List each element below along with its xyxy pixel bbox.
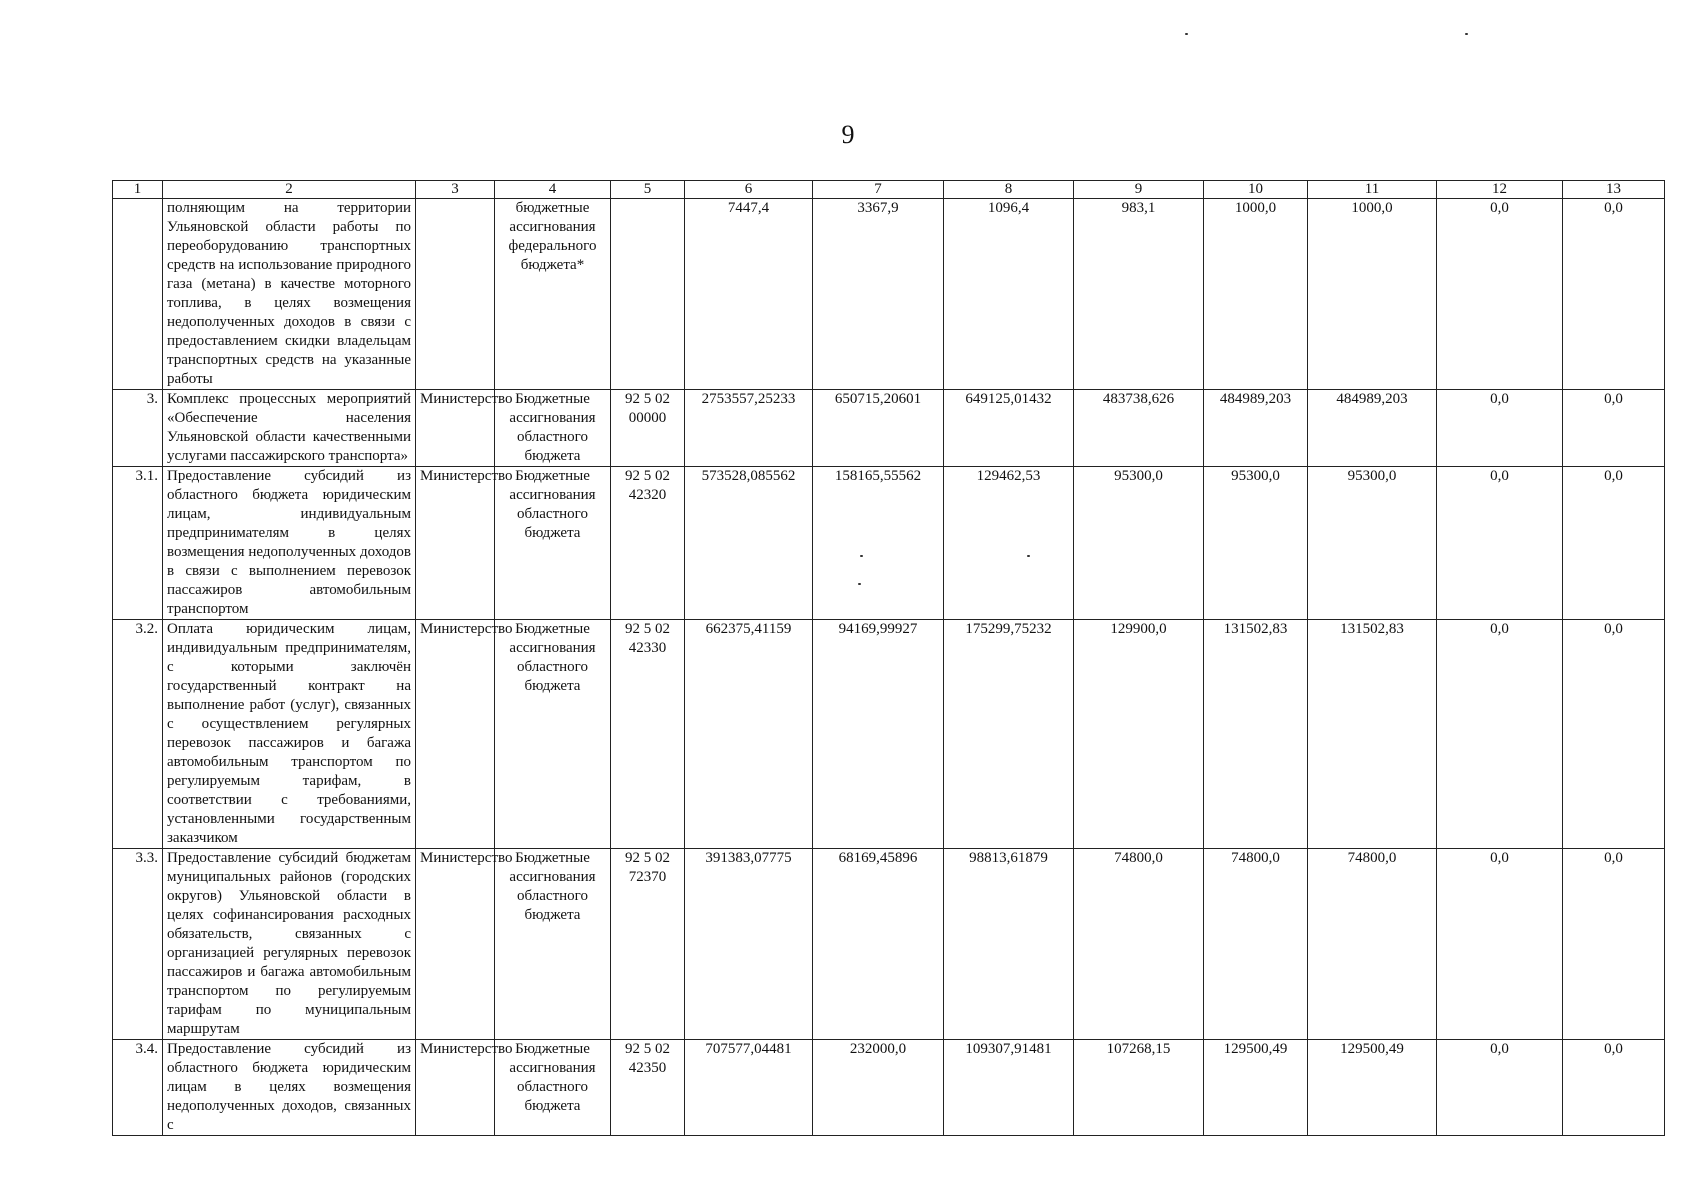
budget-code: 92 5 02 42350 (611, 1040, 685, 1136)
table-row (113, 199, 1665, 390)
value-cell: 573528,085562 (685, 467, 813, 620)
value-cell: 0,0 (1563, 620, 1665, 849)
value-cell: 0,0 (1437, 467, 1563, 620)
value-cell: 74800,0 (1308, 849, 1437, 1040)
value-cell: 95300,0 (1204, 467, 1308, 620)
value-cell: 2753557,25233 (685, 390, 813, 467)
row-number: 3.4. (113, 1040, 163, 1136)
column-header: 4 (495, 181, 611, 199)
value-cell: 129500,49 (1308, 1040, 1437, 1136)
column-header: 2 (163, 181, 416, 199)
value-cell: 391383,07775 (685, 849, 813, 1040)
table-row (113, 849, 1665, 1040)
value-cell: 3367,9 (813, 199, 944, 390)
value-cell: 98813,61879 (944, 849, 1074, 1040)
funding-source: Бюджетные ассигнования областного бюджета (495, 849, 611, 1040)
value-cell: 0,0 (1563, 467, 1665, 620)
funding-source: бюджетные ассигнования федерального бюджета* (495, 199, 611, 390)
budget-code: 92 5 02 42330 (611, 620, 685, 849)
value-cell: 0,0 (1437, 390, 1563, 467)
value-cell: 0,0 (1563, 390, 1665, 467)
value-cell: 94169,99927 (813, 620, 944, 849)
value-cell: 662375,41159 (685, 620, 813, 849)
value-cell: 1000,0 (1308, 199, 1437, 390)
measure-description: Комплекс процессных мероприятий «Обеспечение населения Ульяновской области качественными услугами пассажирского транспорта» (163, 390, 416, 467)
value-cell: 129500,49 (1204, 1040, 1308, 1136)
value-cell: 983,1 (1074, 199, 1204, 390)
executor: Министерство (416, 849, 495, 1040)
column-header: 10 (1204, 181, 1308, 199)
value-cell: 484989,203 (1204, 390, 1308, 467)
executor (416, 199, 495, 390)
executor: Министерство (416, 1040, 495, 1136)
value-cell: 74800,0 (1074, 849, 1204, 1040)
value-cell: 68169,45896 (813, 849, 944, 1040)
measure-description: Предоставление субсидий из областного бюджета юридическим лицам, индивидуальным предпринимателям в целях возмещения недополученных доходов в связи с выполнением перевозок пассажиров автомобильным транспортом (163, 467, 416, 620)
value-cell: 0,0 (1563, 849, 1665, 1040)
column-header: 13 (1563, 181, 1665, 199)
table-row (113, 620, 1665, 849)
page-number: 9 (841, 120, 855, 149)
value-cell: 1096,4 (944, 199, 1074, 390)
budget-code: 92 5 02 72370 (611, 849, 685, 1040)
value-cell: 131502,83 (1308, 620, 1437, 849)
value-cell: 129462,53 (944, 467, 1074, 620)
value-cell: 707577,04481 (685, 1040, 813, 1136)
value-cell: 483738,626 (1074, 390, 1204, 467)
executor: Министерство (416, 467, 495, 620)
scan-speck (1185, 33, 1188, 35)
row-number: 3.2. (113, 620, 163, 849)
value-cell: 95300,0 (1308, 467, 1437, 620)
value-cell: 131502,83 (1204, 620, 1308, 849)
value-cell: 649125,01432 (944, 390, 1074, 467)
column-header: 6 (685, 181, 813, 199)
budget-code: 92 5 02 42320 (611, 467, 685, 620)
value-cell: 650715,20601 (813, 390, 944, 467)
row-number: 3.1. (113, 467, 163, 620)
value-cell: 232000,0 (813, 1040, 944, 1136)
value-cell: 0,0 (1563, 199, 1665, 390)
value-cell: 158165,55562 (813, 467, 944, 620)
value-cell: 74800,0 (1204, 849, 1308, 1040)
row-number: 3. (113, 390, 163, 467)
value-cell: 175299,75232 (944, 620, 1074, 849)
executor: Министерство (416, 620, 495, 849)
budget-code: 92 5 02 00000 (611, 390, 685, 467)
column-header: 3 (416, 181, 495, 199)
column-header: 5 (611, 181, 685, 199)
value-cell: 7447,4 (685, 199, 813, 390)
value-cell: 484989,203 (1308, 390, 1437, 467)
measure-description: Предоставление субсидий бюджетам муниципальных районов (городских округов) Ульяновской области в целях софинансирования расходных обязательств, связанных с организацией регулярных перевозок пассажиров и багажа автомобильным транспортом по регулируемым тарифам по муниципальным маршрутам (163, 849, 416, 1040)
funding-source: Бюджетные ассигнования областного бюджета (495, 620, 611, 849)
value-cell: 109307,91481 (944, 1040, 1074, 1136)
column-header: 1 (113, 181, 163, 199)
column-header: 7 (813, 181, 944, 199)
value-cell: 0,0 (1437, 1040, 1563, 1136)
row-number: 3.3. (113, 849, 163, 1040)
budget-code (611, 199, 685, 390)
row-number (113, 199, 163, 390)
column-header: 8 (944, 181, 1074, 199)
measure-description: полняющим на территории Ульяновской области работы по переоборудованию транспортных средств на использование природного газа (метана) в качестве моторного топлива, в целях возмещения недополученных доходов в связи с предоставлением скидки владельцам транспортных средств на указанные работы (163, 199, 416, 390)
scan-speck (1465, 33, 1468, 35)
table-row (113, 1040, 1665, 1136)
value-cell: 0,0 (1563, 1040, 1665, 1136)
value-cell: 0,0 (1437, 199, 1563, 390)
budget-table (112, 180, 1665, 1136)
value-cell: 0,0 (1437, 849, 1563, 1040)
table-row (113, 467, 1665, 620)
funding-source: Бюджетные ассигнования областного бюджета (495, 467, 611, 620)
value-cell: 129900,0 (1074, 620, 1204, 849)
column-number-row (113, 181, 1665, 199)
column-header: 9 (1074, 181, 1204, 199)
table-row (113, 390, 1665, 467)
column-header: 12 (1437, 181, 1563, 199)
measure-description: Предоставление субсидий из областного бюджета юридическим лицам в целях возмещения недополученных доходов, связанных с (163, 1040, 416, 1136)
executor: Министерство (416, 390, 495, 467)
column-header: 11 (1308, 181, 1437, 199)
value-cell: 95300,0 (1074, 467, 1204, 620)
value-cell: 107268,15 (1074, 1040, 1204, 1136)
funding-source: Бюджетные ассигнования областного бюджета (495, 390, 611, 467)
value-cell: 1000,0 (1204, 199, 1308, 390)
measure-description: Оплата юридическим лицам, индивидуальным предпринимателям, с которыми заключён государственный контракт на выполнение работ (услуг), связанных с осуществлением регулярных перевозок пассажиров и багажа автомобильным транспортом по регулируемым тарифам, в соответствии с требованиями, установленными государственным заказчиком (163, 620, 416, 849)
funding-source: Бюджетные ассигнования областного бюджета (495, 1040, 611, 1136)
value-cell: 0,0 (1437, 620, 1563, 849)
